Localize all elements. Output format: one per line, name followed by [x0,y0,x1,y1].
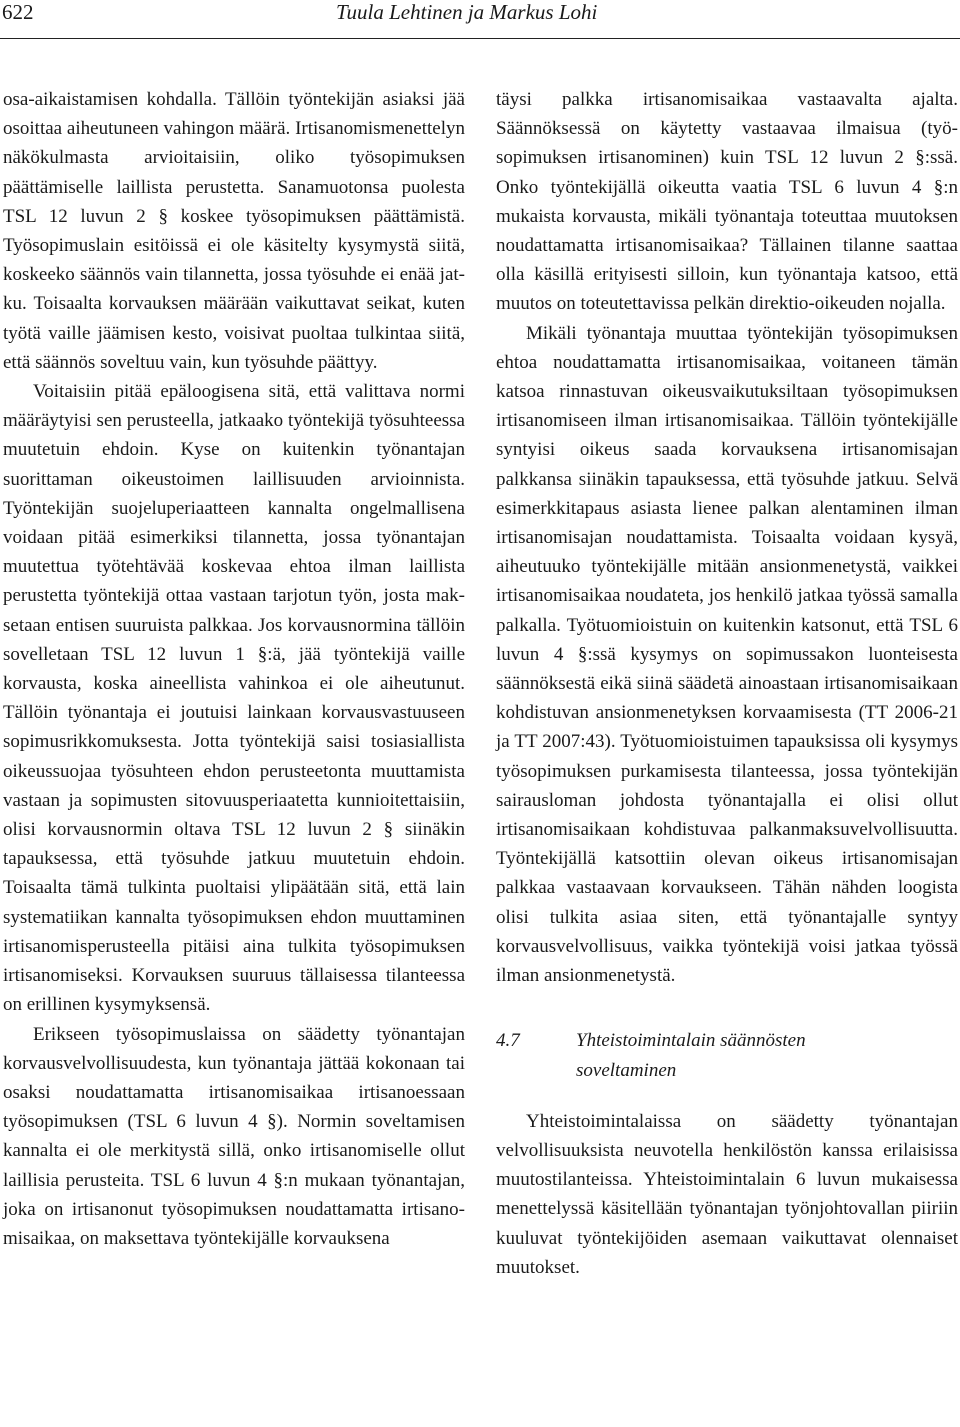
right-column [496,85,958,1282]
page-header [0,0,960,40]
section-number: 4.7 [496,1030,520,1052]
page-number: 622 [2,0,34,24]
paragraph: Erikseen työsopimuslaissa on säädetty työnantajan korvausvelvollisuudesta, kun työnantaja jättää kokonaan tai osaksi noudattamatta irtisanomisaikaa irtisanoessaan työsopimuksen (TSL 6 luvun 4 §). Normin soveltamisen kannalta ei ole merkitystä sillä, onko irtisanomiselle ollut laillisia perusteita. TSL 6 luvun 4 §:n mukaan työnantajan, joka on irtisanonut työsopimuksen noudattamatta irtisanomisaikaa, on maksettava työntekijälle korvauksena [3,1023,465,1249]
paragraph: Mikäli työnantaja muuttaa työntekijän työsopimuksen ehtoa noudattamatta irtisanomisaikaa, voitaneen tämän katsoa rinnastuvan oikeusvaikutuksiltaan työsopimuksen irtisanomiseen ilman irtisanomisaikaa. Tällöin työntekijälle syntyisi oikeus saada korvauksena irtisanomisajan palkkansa siinäkin tapauksessa, että työsuhde jatkuu. Selvä esimerkkitapaus asiasta lienee palkan alentaminen ilman irtisanomisajan noudattamista. Toisaalta voidaan kysyä, aiheutuuko työntekijälle mitään ansionmenetystä, vaikkei irtisanomisaikaa noudateta, jos henkilö jatkaa työssä samalla palkalla. Työtuomioistuin on kuitenkin katsonut, että TSL 6 luvun 4 §:ssä kysymys on sopimussakon luonteisesta säännöksestä eikä siinä säädetä ainoastaan irtisanomisaikaan kohdistuvan ansionmenetyksen korvaamisesta (TT 2006-21 ja TT 2007:43). Työtuomioistuimen tapauksissa oli kysymys työsopimuksen purkamisesta tilanteessa, jossa työntekijän sairausloman johdosta työnantajalla ei olisi ollut irtisanomisaikaan kohdistuvaa palkanmaksuvelvollisuutta. Työntekijällä katsottiin olevan oikeus irtisanomisajan palkkaa vastaavaan korvaukseen. Tähän nähden loogista olisi tulkita asiaa siten, että työnantajalle syntyy korvausvelvollisuus, vaikka työntekijä voisi jatkaa työssä ilman ansionmenetystä. [496,322,958,987]
paragraph: Yhteistoimintalaissa on säädetty työnantajan velvollisuuksista neuvotella henkilöstön kanssa erilaisissa muutostilanteissa. Yhteistoimintalain 6 luvun mukaisessa menettelyssä käsitellään työnantajan työnjohtovallan piiriin kuuluvat työntekijöiden asemaan vaikuttavat olennaiset muutokset. [496,1110,958,1278]
running-head: Tuula Lehtinen ja Markus Lohi [336,0,598,24]
paragraph: täysi palkka irtisanomisaikaa vastaavalta ajalta. Säännöksessä on käytetty vastaavaa ilmaisua (työsopimuksen irtisanominen) kuin TSL 12 luvun 2 §:ssä. Onko työntekijällä oikeutta vaatia TSL 6 luvun 4 §:n mukaista korvausta, mikäli työnantaja toteuttaa muutoksen noudattamatta irtisanomisaikaa? Tällainen tilanne saattaa olla käsillä erityisesti silloin, kun työnantaja katsoo, että muutos on toteutettavissa pelkän direktio-oikeuden nojalla. [496,89,958,315]
section-title: Yhteistoimintalain säännösten soveltaminen [576,1030,806,1081]
header-rule [0,38,960,39]
left-column [3,85,465,1253]
paragraph: Voitaisiin pitää epäloogisena sitä, että valittava normi määräytyisi sen perusteella, jatkaako työntekijä työsuhteessa muutetuin ehdoin. Kyse on kuitenkin työnantajan suorittaman oikeustoimen laillisuuden arvioinnista. Työntekijän suojeluperiaatteen kannalta ongelmallisena voidaan pitää esimerkiksi tilannetta, jossa työnantajan muutettua työtehtävää koskevaa ehtoa ilman laillista perustetta työntekijä ottaa vastaan tarjotun työn, josta maksetaan entisen suuruista palkkaa. Jos korvausnormina tällöin sovelletaan TSL 12 luvun 1 §:ä, jää työntekijä vaille korvausta, koska aineellista vahinkoa ei ole aiheutunut. Tällöin työnantaja ei joutuisi lainkaan korvausvastuuseen sopimusrikkomuksesta. Jotta työntekijä saisi tosiasiallista oikeussuojaa työsuhteen ehdon perusteetonta muuttamista vastaan ja sopimusten sitovuusperiaatetta kunnioitettaisiin, olisi korvausnormin oltava TSL 12 luvun 2 § siinäkin tapauksessa, että työsuhde jatkuu muutetuin ehdoin. Toisaalta tämä tulkinta puoltaisi ylipäätään sitä, että lain systematiikan kannalta työsopimuksen ehdon muuttaminen irtisanomisperusteella pitäisi aina tulkita työsopimuksen irtisanomiseksi. Korvauksen suuruus tällaisessa tilanteessa on erillinen kysymyksensä. [3,381,465,1016]
section-heading [496,1026,958,1084]
paragraph: osa-aikaistamisen kohdalla. Tällöin työntekijän asiaksi jää osoittaa aiheutuneen vahingon määrä. Irtisanomismenettelyn näkökulmasta arvioitaisiin, oliko työsopimuksen päättämiselle laillista perustetta. Sanamuotonsa puolesta TSL 12 luvun 2 § koskee työsopimuksen päättämistä. Työsopimuslain esitöissä ei ole käsitelty kysymystä siitä, koskeeko säännös vain tilannetta, jossa työsuhde ei enää jatku. Toisaalta korvauksen määrään vaikuttavat seikat, kuten työtä vaille jäämisen kesto, voisivat puoltaa tulkintaa siitä, että säännös soveltuu vain, kun työsuhde päättyy. [3,89,465,373]
